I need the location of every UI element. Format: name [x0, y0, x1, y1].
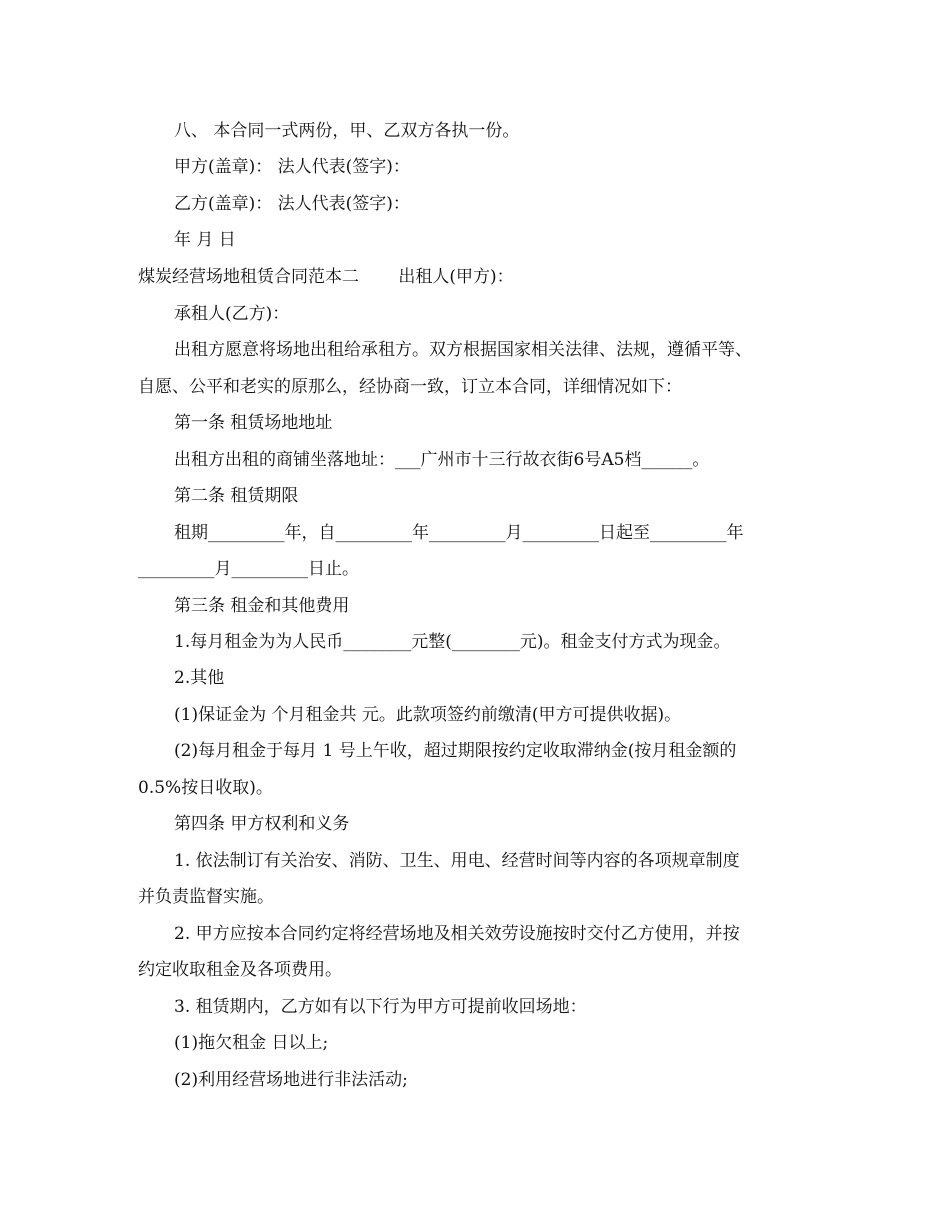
- rent-item-1: 1.每月租金为为人民币________元整(________元)。租金支付方式为现金。: [174, 632, 731, 652]
- address-line: 出租方出租的商铺坐落地址：___广州市十三行故衣街6号A5档______。: [174, 450, 710, 470]
- clause-eight: 八、 本合同一式两份，甲、乙双方各执一份。: [174, 121, 520, 141]
- late-fee-line-2: 0.5%按日收取)。: [138, 778, 273, 798]
- party-a-signature-line: 甲方(盖章)： 法人代表(签字)：: [174, 157, 410, 177]
- term-line-1: 租期_________年，自_________年_________月_________日起至_________年: [174, 523, 744, 543]
- duty-3-line: 3. 租赁期内，乙方如有以下行为甲方可提前收回场地：: [174, 997, 587, 1017]
- term-line-2: _________月_________日止。: [138, 559, 359, 579]
- lessee-line: 承租人(乙方)：: [174, 304, 290, 324]
- late-fee-line-1: (2)每月租金于每月 1 号上午收，超过期限按约定收取滞纳金(按月租金额的: [174, 741, 737, 761]
- duty-2-line-1: 2. 甲方应按本合同约定将经营场地及相关效劳设施按时交付乙方使用，并按: [174, 924, 740, 944]
- duty-2-line-2: 约定收取租金及各项费用。: [138, 960, 342, 980]
- article-two-heading: 第二条 租赁期限: [174, 486, 299, 506]
- preamble-line-1: 出租方愿意将场地出租给承租方。双方根据国家相关法律、法规，遵循平等、: [174, 340, 752, 360]
- duty-3-item-1: (1)拖欠租金 日以上;: [174, 1033, 329, 1053]
- contract-title-line: 煤炭经营场地租赁合同范本二 出租人(甲方)：: [138, 267, 514, 287]
- duty-1-line-1: 1. 依法制订有关治安、消防、卫生、用电、经营时间等内容的各项规章制度: [174, 851, 740, 871]
- date-line: 年 月 日: [174, 230, 236, 250]
- duty-1-line-2: 并负责监督实施。: [138, 887, 274, 907]
- rent-item-2: 2.其他: [174, 668, 225, 688]
- party-b-signature-line: 乙方(盖章)： 法人代表(签字)：: [174, 194, 410, 214]
- article-three-heading: 第三条 租金和其他费用: [174, 596, 350, 616]
- article-one-heading: 第一条 租赁场地地址: [174, 413, 333, 433]
- duty-3-item-2: (2)利用经营场地进行非法活动;: [174, 1070, 408, 1090]
- deposit-line: (1)保证金为 个月租金共 元。此款项签约前缴清(甲方可提供收据)。: [174, 705, 682, 725]
- preamble-line-2: 自愿、公平和老实的原那么，经协商一致，订立本合同，详细情况如下：: [138, 377, 682, 397]
- article-four-heading: 第四条 甲方权利和义务: [174, 814, 350, 834]
